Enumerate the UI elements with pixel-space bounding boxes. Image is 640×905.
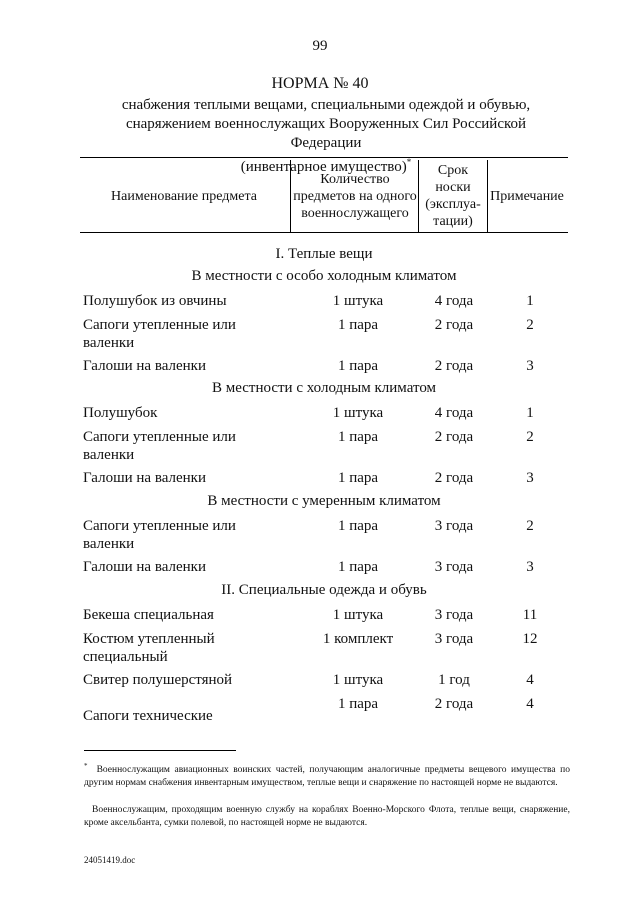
item-note: 4	[526, 696, 534, 712]
item-name: Галоши на валенки	[83, 470, 206, 486]
item-note: 1	[526, 293, 534, 309]
footnote-1	[84, 760, 570, 789]
subtitle-footnote-mark: *	[406, 157, 412, 167]
item-note: 2	[526, 429, 534, 445]
item-name: Костюм утепленный специальный	[83, 631, 215, 665]
item-term: 3 года	[434, 631, 474, 647]
item-quantity: 1 пара	[337, 559, 379, 575]
item-quantity: 1 штука	[332, 293, 384, 309]
section-warm-items: I. Теплые вещи	[275, 246, 373, 262]
item-quantity: 1 пара	[337, 317, 379, 333]
footnote-separator	[84, 750, 236, 751]
item-quantity: 1 штука	[332, 607, 384, 623]
item-note: 3	[526, 358, 534, 374]
item-quantity: 1 штука	[332, 672, 384, 688]
item-term: 3 года	[434, 607, 474, 623]
document-file-id: 24051419.doc	[84, 855, 136, 865]
item-quantity: 1 пара	[337, 358, 379, 374]
item-quantity: 1 пара	[337, 470, 379, 486]
item-note: 3	[526, 470, 534, 486]
item-term: 1 год	[438, 672, 470, 688]
item-term: 4 года	[434, 405, 474, 421]
item-term: 3 года	[434, 559, 474, 575]
footnote-1-text: Военнослужащим авиационных воинских частей, получающим аналогичные предметы вещевого имущества по другим нормам снабжения инвентарным имуществом, теплые вещи и снаряжение по настоящей норме не выдаются.	[84, 765, 570, 788]
item-name: Полушубок из овчины	[83, 293, 227, 309]
item-quantity: 1 штука	[332, 405, 384, 421]
page-number: 99	[312, 38, 328, 54]
item-note: 12	[522, 631, 538, 647]
subtitle-line-1: снабжения теплыми вещами, специальными одеждой и обувью,	[121, 97, 531, 113]
footnote-mark: *	[84, 762, 88, 770]
header-term: Срок носки (эксплуа-тации)	[418, 160, 488, 232]
item-name: Свитер полушерстяной	[83, 672, 233, 688]
header-note: Примечание	[490, 188, 564, 204]
item-term: 2 года	[434, 696, 474, 712]
item-name: Сапоги утепленные или валенки	[83, 518, 236, 552]
item-name: Сапоги утепленные или валенки	[83, 429, 236, 463]
footnote-2: Военнослужащим, проходящим военную службу на кораблях Военно-Морского Флота, теплые вещи, снаряжение, кроме аксельбанта, сумки полевой, по настоящей норме не выдаются.	[84, 805, 570, 828]
item-term: 3 года	[434, 518, 474, 534]
item-quantity: 1 пара	[337, 518, 379, 534]
item-quantity: 1 пара	[337, 696, 379, 712]
section-special-clothing: II. Специальные одежда и обувь	[221, 582, 427, 598]
item-quantity: 1 пара	[337, 429, 379, 445]
item-name: Сапоги утепленные или валенки	[83, 317, 236, 351]
item-term: 4 года	[434, 293, 474, 309]
item-term: 2 года	[434, 317, 474, 333]
item-note: 1	[526, 405, 534, 421]
document-title: НОРМА № 40	[271, 75, 369, 92]
item-name: Полушубок	[83, 405, 158, 421]
subsection-very-cold: В местности с особо холодным климатом	[191, 268, 457, 284]
item-name: Галоши на валенки	[83, 559, 206, 575]
item-term: 2 года	[434, 470, 474, 486]
item-quantity: 1 комплект	[322, 631, 394, 647]
item-note: 2	[526, 518, 534, 534]
item-name: Сапоги технические	[83, 708, 213, 724]
subtitle-line-2: снаряжением военнослужащих Вооруженных Сил Российской Федерации	[125, 116, 527, 151]
item-name: Галоши на валенки	[83, 358, 206, 374]
table-top-rule	[80, 157, 568, 158]
subsection-moderate: В местности с умеренным климатом	[207, 493, 441, 509]
header-name: Наименование предмета	[111, 188, 257, 204]
item-term: 2 года	[434, 429, 474, 445]
subtitle-line-3-text: (инвентарное имущество)	[240, 159, 407, 175]
item-note: 3	[526, 559, 534, 575]
table-header	[80, 160, 568, 233]
item-name: Бекеша специальная	[83, 607, 214, 623]
item-term: 2 года	[434, 358, 474, 374]
header-quantity: Количество предметов на одного военнослужащего	[290, 160, 419, 232]
subsection-cold: В местности с холодным климатом	[211, 380, 437, 396]
item-note: 4	[526, 672, 534, 688]
item-note: 11	[522, 607, 538, 623]
item-note: 2	[526, 317, 534, 333]
